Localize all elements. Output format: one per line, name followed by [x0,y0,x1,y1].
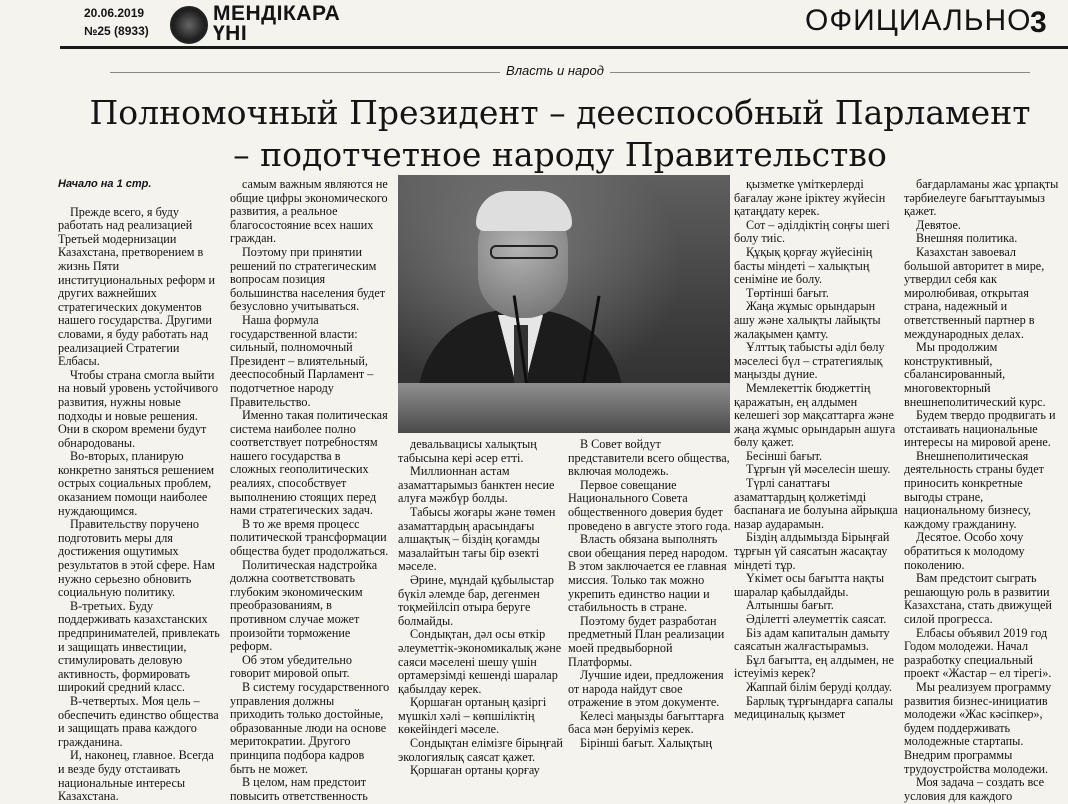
article-column-3 [398,438,563,778]
headline-line-2: – подотчетное народу Правительство [233,135,887,174]
paragraph: Бесінші бағыт. [746,448,823,463]
paragraph: Поэтому при принятии решений по стратегическим вопросам позиция большинства населения будет безусловно учитываться. [230,244,386,314]
paragraph: Жаңа жұмыс орындарын ашу және халықты лайықты жалақымен қамту. [734,299,881,341]
continued-from-note: Начало на 1 стр. [58,178,152,190]
paragraph: Табысы жоғары және төмен азаматтардың арасындағы алшақтық – біздің қоғамды мазалайтын тағы бір өзекті мәселе. [398,504,556,574]
glasses-icon [490,245,558,259]
paragraph: Миллионнан астам азаматтарымыз банктен несие алуға мәжбүр болды. [398,464,555,506]
paragraph: Девятое. [916,217,961,232]
paragraph: В-третьих. Буду поддерживать казахстанских предпринимателей, привлекать и защищать инвестиции, стимулировать деловую активность, формировать широкий средний класс. [58,598,220,695]
paragraph: В то же время процесс политической трансформации общества будет продолжаться. [230,516,389,559]
paragraph: Поэтому будет разработан предметный План реализации моей предвыборной Платформы. [568,613,725,669]
paragraph: Внешнеполитическая деятельность страны будет приносить конкретные выгоды стране, национальному бизнесу, каждому гражданину. [904,448,1044,531]
paragraph: Чтобы страна смогла выйти на новый уровень устойчивого развития, нужны новые подходы и новые решения. Они в скором времени будут обнародованы. [58,367,219,450]
paragraph: Сондықтан, дәл осы өткір әлеуметтік-экономикалық және саяси мәселені шешу үшін ортамерзімді кешенді шаралар қабылдау керек. [398,627,562,696]
paragraph: Келесі маңызды бағыттарға баса мән беруіміз керек. [568,708,725,737]
paragraph: В систему государственного управления должны приходить только достойные, образованные люди на основе меритократии. Другого принципа подбора кадров быть не может. [230,679,390,776]
paragraph: Казахстан завоевал большой авторитет в мире, утвердил себя как миролюбивая, открытая страна, надежный и ответственный партнер в международных делах. [904,244,1045,341]
paragraph: Внешняя политика. [916,231,1018,246]
paragraph: Үкімет осы бағытта нақты шаралар қабылдайды. [734,571,885,599]
paragraph: Сондықтан елімізге бірыңғай экологиялық саясат қажет. [398,736,563,764]
paragraph: И, наконец, главное. Всегда и везде буду отстаивать национальные интересы Казахстана. [58,748,214,804]
section-title: ОФИЦИАЛЬНО [805,4,1032,37]
paragraph: Политическая надстройка должна соответствовать глубоким экономическим преобразованиям, в противном случае может произойти торможение реформ. [230,557,378,654]
rubric-rule-right [610,72,1030,73]
paragraph: Бұл бағытта, ең алдымен, не істеуіміз керек? [734,652,894,681]
paragraph: Мы продолжим конструктивный, сбалансированный, многовекторный внешнеполитический курс. [904,340,1046,409]
paragraph: В-четвертых. Моя цель – обеспечить единство общества и защищать права каждого гражданина. [58,693,219,749]
paragraph: Барлық тұрғындарға сапалы медициналық қызмет [734,693,894,722]
newspaper-logo [213,4,340,44]
paragraph: Десятое. Особо хочу обратиться к молодому поколению. [904,530,1025,572]
issue-date: 20.06.2019 [84,6,145,20]
podium-shape [398,383,730,433]
paragraph: девальвацисы халықтың табысына кері әсер етті. [398,437,537,465]
header-divider [60,46,1068,49]
paragraph: Правительству поручено подготовить меры для достижения ощутимых результатов в этой сфере. Нам нужно серьезно обновить социальную политику. [58,517,215,600]
paragraph: Сот – әділдіктің соңғы шегі болу тиіс. [734,217,890,246]
paragraph: Біздің алдымызда Бірыңғай тұрғын үй саясатын жасақтау міндеті тұр. [734,530,890,572]
paragraph: Әрине, мұндай құбылыстар бүкіл әлемде бар, дегенмен тоқмейілсіп отыра беруге болмайды. [398,572,555,628]
logo-line-2: ҮНІ [213,22,248,45]
paragraph: Мы реализуем программу развития бизнес-инициатив молодежи «Жас кәсіпкер», будем поддерживать молодежные стартапы. Внедрим программы трудоустройства молодежи. [904,679,1052,776]
paragraph: Бірінші бағыт. Халықтың [580,736,713,751]
paragraph: Алтыншы бағыт. [746,598,834,613]
article-column-1 [58,178,221,804]
paragraph: Прежде всего, я буду работать над реализацией Третьей модернизации Казахстана, претворением в жизнь Пяти институциональных реформ и других важнейших стратегических документов нашего государства. Другими словами, я буду работать над реализацией Стратегии Елбасы. [58,204,216,369]
article-column-2 [230,178,390,803]
paragraph: Будем твердо продвигать и отстаивать национальные интересы на мировой арене. [904,408,1056,450]
paragraph: Мемлекеттік бюджеттің қаражатын, ең алдымен келешегі зор мақсаттарға және жаңа жұмыс орындарын ашуға бөлу қажет. [734,380,896,450]
paragraph: Ұлттық табысты әділ бөлу мәселесі бүл – стратегиялық маңызды дүние. [734,340,885,382]
paragraph: Төртінші бағыт. [746,285,829,300]
headline-line-1: Полномочный Президент – дееспособный Парламент [89,93,1031,132]
paragraph: Лучшие идеи, предложения от народа найдут свое отражение в этом документе. [568,668,724,710]
paragraph: Жаппай білім беруді қолдау. [746,679,892,694]
paragraph: Құқық қорғау жүйесінің басты міндеті – халықтың сеніміне ие болу. [734,244,873,287]
emblem-icon [170,6,208,44]
paragraph: Вам предстоит сыграть решающую роль в развитии Казахстана, стать движущей силой прогресса. [904,571,1052,626]
paragraph: Елбасы объявил 2019 год Годом молодежи. Начал разработку специальный проект «Жастар – ел тірегі». [904,625,1052,681]
paragraph: Об этом убедительно говорит мировой опыт. [230,652,353,681]
paragraph: Қоршаған ортаны қорғау [410,763,540,778]
paragraph: Во-вторых, планирую конкретно заняться решением острых социальных проблем, оказанием помощи наиболее нуждающимся. [58,449,215,518]
paragraph: Қоршаған ортаның қазіргі мүшкіл хәлі – көпшіліктің көкейіндегі мәселе. [398,695,547,737]
paragraph: бағдарламаны жас ұрпақты тәрбиелеуге бағыттауымыз қажет. [904,177,1059,219]
article-column-5 [734,178,899,722]
paragraph: қызметке үміткерлерді бағалау және іріктеу жүйесін қатаңдату керек. [734,177,886,219]
paragraph: Власть обязана выполнять свои обещания перед народом. В этом заключается ее главная миссия. Только так можно укрепить единство нации и стабильность в стране. [568,532,728,615]
issue-number: №25 (8933) [84,24,149,38]
article-column-6 [904,178,1064,803]
paragraph: В Совет войдут представители всего общества, включая молодежь. [568,437,730,479]
article-headline [60,92,1060,176]
portrait-photo [398,175,730,433]
paragraph: Әділетті әлеуметтік саясат. [746,612,887,626]
paragraph: самым важным являются не общие цифры экономического развития, а реальное благосостояние всех наших граждан. [230,177,388,246]
logo-line-1: МЕНДІКАРА [213,2,341,25]
paragraph: Наша формула государственной власти: сильный, полномочный Президент – влиятельный, дееспособный Парламент – подотчетное народу Правительство. [230,312,374,409]
paragraph: Именно такая политическая система наиболее полно соответствует потребностям нашего государства в сложных геополитических реалиях, способствует выполнению стоящих перед нами стратегических задач. [230,408,388,518]
rubric-label: Власть и народ [506,63,604,78]
page-number: 3 [1030,6,1047,39]
paragraph: Тұрғын үй мәселесін шешу. [746,462,891,477]
rubric-rule-left [110,72,500,73]
paragraph: Первое совещание Национального Совета общественного доверия будет проведено в августе этого года. [568,477,731,533]
article-column-4 [568,438,733,751]
hair-shape [476,191,572,231]
paragraph: Түрлі санаттағы азаматтардың қолжетімді баспанаға ие болуына айрықша назар аударамын. [734,476,898,531]
paragraph: В целом, нам предстоит повысить ответственность [230,775,368,803]
paragraph: Біз адам капиталын дамыту саясатын жалғастырамыз. [734,625,890,654]
paragraph: Моя задача – создать все условия для каждого [904,775,1045,803]
